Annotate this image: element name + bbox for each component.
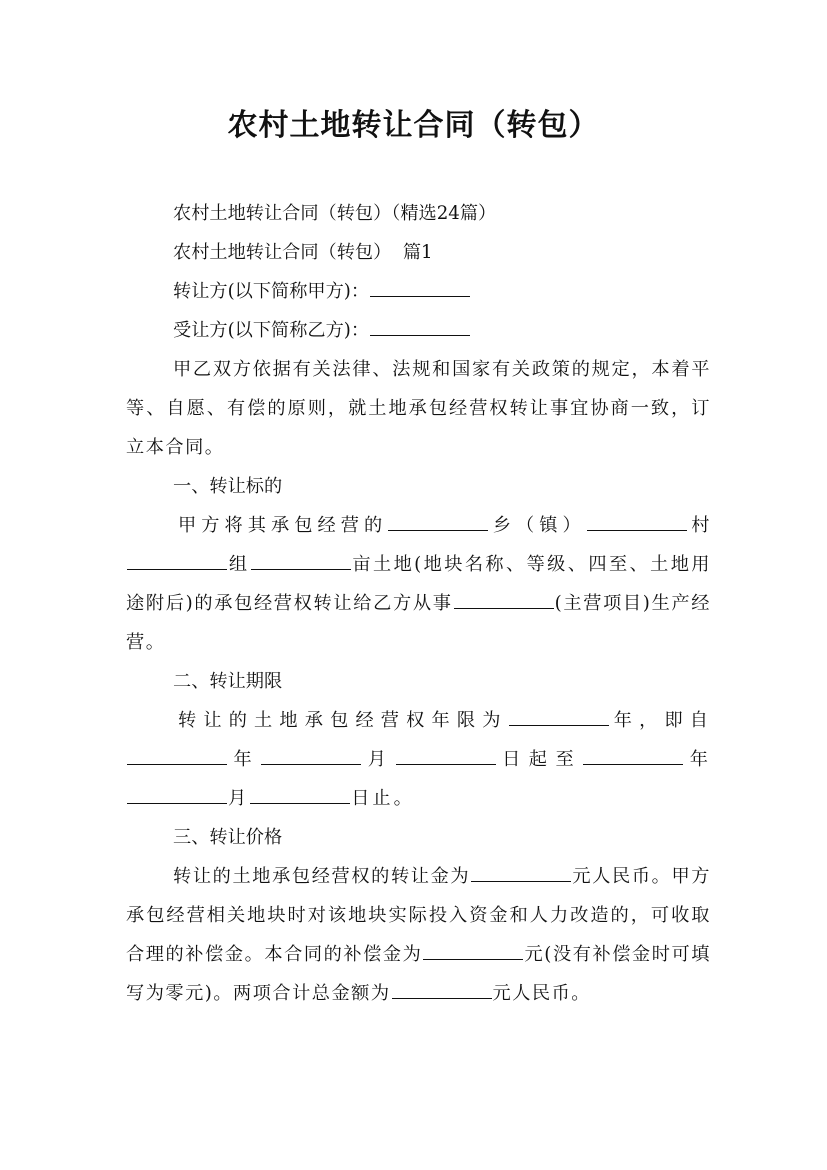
group-blank[interactable] [127, 568, 227, 570]
party-b-label: 受让方(以下简称乙方)： [173, 320, 370, 341]
section2-text-3: 年 [228, 749, 261, 770]
intro-paragraph: 甲乙双方依据有关法律、法规和国家有关政策的规定，本着平等、自愿、有偿的原则，就土地承包经营权转让事宜协商一致，订立本合同。 [126, 359, 711, 458]
section2-heading: 二、转让期限 [173, 671, 283, 692]
section2-text-2: 年，即自 [609, 710, 711, 731]
compensation-blank[interactable] [423, 958, 523, 960]
section3-text-2: 元人民币。甲方承包经营相关地块时对该地块实际投入资金和人力改造的，可收取合理的补偿金。本合同的补偿金为 [126, 866, 711, 965]
end-day-blank[interactable] [250, 802, 350, 804]
section1-text-4: 组 [228, 554, 250, 575]
section2-text-6: 年 [684, 749, 711, 770]
section1-text-1: 甲方将其承包经营的 [178, 515, 388, 536]
party-a-blank[interactable] [370, 295, 470, 297]
section2-text-5: 日起至 [496, 749, 583, 770]
party-a-label: 转让方(以下简称甲方)： [173, 281, 370, 302]
document-body [126, 194, 711, 1013]
section2-text-1: 转让的土地承包经营权年限为 [178, 710, 508, 731]
document-title: 农村土地转让合同（转包） [227, 108, 600, 143]
party-b-blank[interactable] [370, 334, 470, 336]
section3-paragraph [126, 857, 711, 1013]
party-b-line [126, 311, 711, 350]
section1-heading: 一、转让标的 [173, 476, 283, 497]
transfer-fee-blank[interactable] [471, 880, 571, 882]
document-subtitle: 农村土地转让合同（转包）（精选24篇） [173, 203, 497, 224]
total-amount-blank[interactable] [392, 997, 492, 999]
end-month-blank[interactable] [127, 802, 227, 804]
section2-text-8: 日止。 [351, 788, 415, 809]
end-year-blank[interactable] [583, 763, 683, 765]
section3-text-4: 元人民币。 [492, 983, 591, 1004]
area-blank[interactable] [251, 568, 351, 570]
section1-paragraph [126, 506, 711, 662]
main-project-blank[interactable] [454, 607, 554, 609]
part-heading [126, 233, 711, 272]
section3-heading: 三、转让价格 [173, 827, 283, 848]
section2-text-7: 月 [228, 788, 250, 809]
township-blank[interactable] [388, 529, 488, 531]
section2-paragraph [126, 701, 711, 818]
section1-text-6: (主营项目)生产经营。 [126, 593, 711, 653]
section3-text-1: 转让的土地承包经营权的转让金为 [173, 866, 471, 887]
section1-text-5: 亩土地(地块名称、等级、四至、土地用途附后)的承包经营权转让给乙方从事 [126, 554, 711, 614]
party-a-line [126, 272, 711, 311]
start-month-blank[interactable] [261, 763, 361, 765]
section1-text-3: 村 [687, 515, 711, 536]
village-blank[interactable] [587, 529, 687, 531]
term-years-blank[interactable] [509, 724, 609, 726]
part-heading-text: 农村土地转让合同（转包） 篇1 [173, 242, 433, 263]
section1-text-2: 乡（镇） [489, 515, 586, 536]
start-day-blank[interactable] [396, 763, 496, 765]
start-year-blank[interactable] [127, 763, 227, 765]
section3-text-3: 元(没有补偿金时可填写为零元)。两项合计总金额为 [126, 944, 711, 1004]
section2-text-4: 月 [362, 749, 395, 770]
